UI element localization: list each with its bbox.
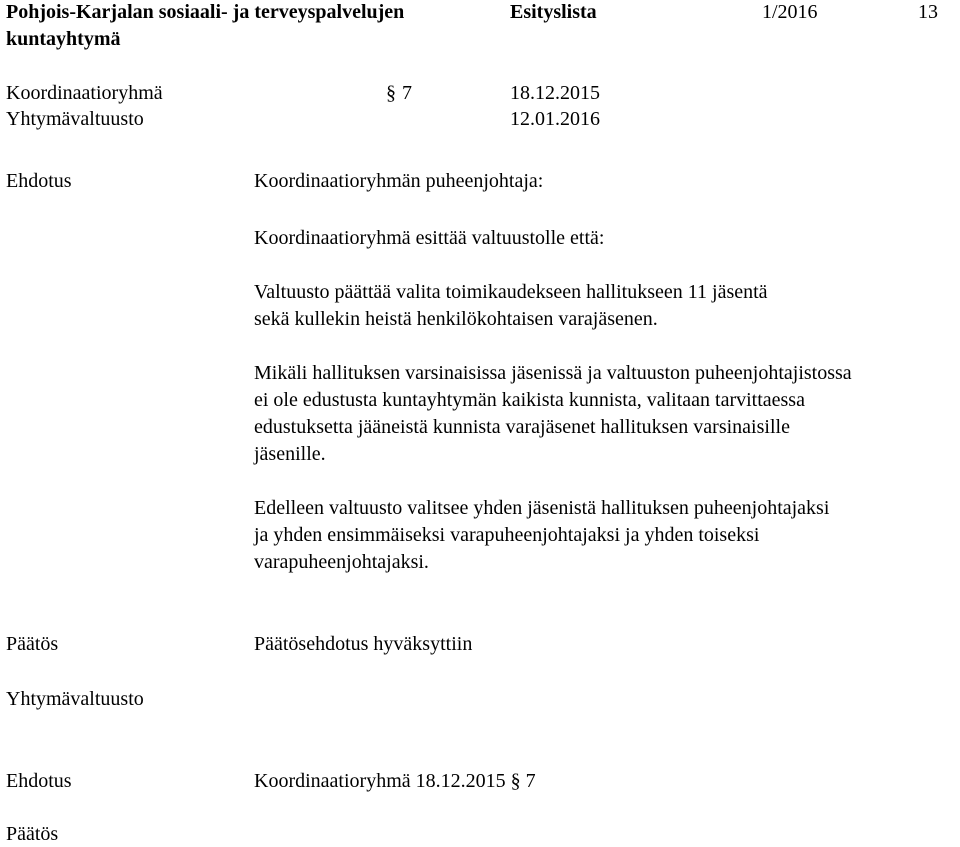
council-proposal-text: Koordinaatioryhmä 18.12.2015 § 7 bbox=[254, 770, 536, 792]
section-symbol: § bbox=[386, 82, 396, 104]
proposal-intro: Koordinaatioryhmä esittää valtuustolle että: bbox=[254, 227, 605, 249]
proposal-paragraph3-line3: varapuheenjohtajaksi. bbox=[254, 551, 429, 573]
section-number: 7 bbox=[402, 82, 412, 104]
organization-name-line2: kuntayhtymä bbox=[6, 28, 121, 50]
decision-text: Päätösehdotus hyväksyttiin bbox=[254, 633, 473, 655]
proposal-paragraph2-line3: edustuksetta jääneistä kunnista varajäsenet hallituksen varsinaisille bbox=[254, 416, 790, 438]
proposal-paragraph2-line1: Mikäli hallituksen varsinaisissa jäsenissä ja valtuuston puheenjohtajistossa bbox=[254, 362, 852, 384]
meta-date-2: 12.01.2016 bbox=[510, 108, 600, 130]
proposal-paragraph2-line2: ei ole edustusta kuntayhtymän kaikista kunnista, valitaan tarvittaessa bbox=[254, 389, 805, 411]
meta-body-yhtymavaltuusto: Yhtymävaltuusto bbox=[6, 108, 144, 130]
meta-date-1: 18.12.2015 bbox=[510, 82, 600, 104]
proposal-paragraph3-line2: ja yhden ensimmäiseksi varapuheenjohtajaksi ja yhden toiseksi bbox=[254, 524, 760, 546]
proposal-paragraph1-line1: Valtuusto päättää valita toimikaudekseen hallitukseen 11 jäsentä bbox=[254, 281, 768, 303]
council-proposal-label: Ehdotus bbox=[6, 770, 72, 792]
proposal-paragraph3-line1: Edelleen valtuusto valitsee yhden jäsenistä hallituksen puheenjohtajaksi bbox=[254, 497, 830, 519]
proposal-paragraph2-line4: jäsenille. bbox=[254, 443, 326, 465]
proposal-paragraph1-line2: sekä kullekin heistä henkilökohtaisen varajäsenen. bbox=[254, 308, 658, 330]
proposal-presenter: Koordinaatioryhmän puheenjohtaja: bbox=[254, 170, 544, 192]
proposal-label: Ehdotus bbox=[6, 170, 72, 192]
issue-number: 1/2016 bbox=[762, 1, 818, 23]
page-number: 13 bbox=[918, 1, 938, 23]
document-type: Esityslista bbox=[510, 1, 597, 23]
meta-body-koordinaatioryhma: Koordinaatioryhmä bbox=[6, 82, 163, 104]
council-heading: Yhtymävaltuusto bbox=[6, 688, 144, 710]
council-decision-label: Päätös bbox=[6, 823, 59, 845]
organization-name-line1: Pohjois-Karjalan sosiaali- ja terveyspalvelujen bbox=[6, 1, 405, 23]
decision-label: Päätös bbox=[6, 633, 59, 655]
